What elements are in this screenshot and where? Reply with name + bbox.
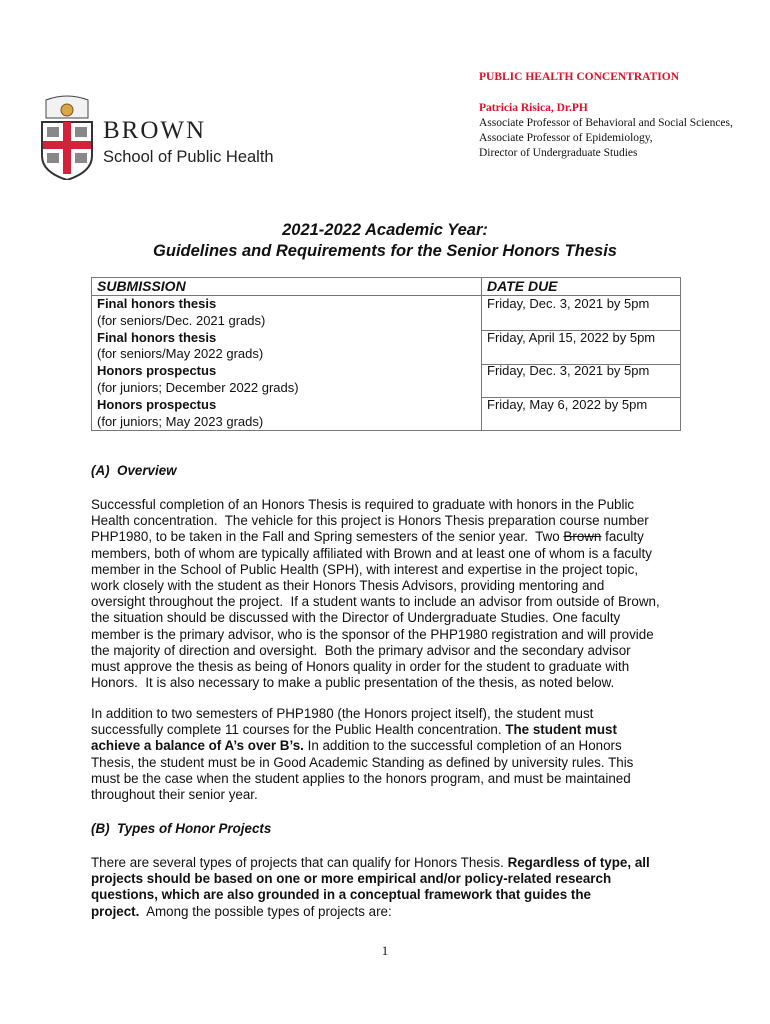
page-number: 1 <box>381 943 389 958</box>
brown-shield-logo <box>40 94 94 185</box>
text: members, both of whom are typically affiliated with Brown and at least one of whom is a faculty <box>91 545 652 561</box>
text-line <box>91 755 633 771</box>
text-line <box>91 675 660 691</box>
text-line <box>91 463 177 479</box>
due-date: Friday, May 6, 2022 by 5pm <box>487 397 648 413</box>
text: must be the case when the student applies to the honors program, and must be maintained <box>91 770 631 786</box>
bold-text: projects should be based on one or more empirical and/or policy-related research <box>91 871 612 887</box>
text: oversight throughout the project. If a student wants to include an advisor from outside of Brown, <box>91 594 660 610</box>
text: successfully complete 11 courses for the Public Health concentration. <box>91 722 506 738</box>
letterhead <box>479 70 733 161</box>
text: Health concentration. The vehicle for this project is Honors Thesis preparation course number <box>91 513 649 529</box>
text-line <box>91 821 271 837</box>
text-line <box>91 497 660 513</box>
text-line <box>91 562 660 578</box>
submission-title: Final honors thesis <box>97 329 217 345</box>
submission-title: Honors prospectus <box>97 363 217 379</box>
text: Honors. It is also necessary to make a public presentation of the thesis, as noted below. <box>91 675 615 691</box>
text: In addition to the successful completion of an Honors <box>303 738 622 754</box>
text-line <box>91 643 660 659</box>
concentration-label: PUBLIC HEALTH CONCENTRATION <box>479 71 680 83</box>
due-date: Friday, April 15, 2022 by 5pm <box>487 329 656 345</box>
text: Among the possible types of projects are: <box>139 903 392 919</box>
text-line <box>91 627 660 643</box>
director-title: Director of Undergraduate Studies <box>479 147 638 159</box>
text: There are several types of projects that can qualify for Honors Thesis. <box>91 855 508 870</box>
text: throughout their senior year. <box>91 787 258 803</box>
submission-note: (for seniors/Dec. 2021 grads) <box>97 312 266 328</box>
deadline-table <box>91 277 681 431</box>
text: member in the School of Public Health (SPH), with interest and expertise in the project topic, <box>91 561 639 577</box>
text-line <box>91 722 633 738</box>
director-title: Associate Professor of Behavioral and Social Sciences, <box>479 117 733 129</box>
section-heading <box>91 821 271 837</box>
text-line <box>91 887 650 903</box>
text-line <box>91 871 650 887</box>
text: work closely with the student as their Honors Thesis Advisors, providing mentoring and <box>91 578 605 594</box>
text-line <box>91 706 633 722</box>
text-line <box>91 771 633 787</box>
submission-title: Final honors thesis <box>97 296 217 311</box>
bold-text: project. <box>91 903 140 919</box>
paragraph <box>91 706 633 803</box>
text-line <box>91 610 660 626</box>
submission-note: (for juniors; May 2023 grads) <box>97 413 264 429</box>
text: In addition to two semesters of PHP1980 (the Honors project itself), the student must <box>91 706 594 721</box>
section-heading <box>91 463 177 479</box>
submission-note: (for seniors/May 2022 grads) <box>97 346 264 362</box>
brown-wordmark: BROWN <box>103 117 207 144</box>
paragraph <box>91 497 660 691</box>
text: must approve the thesis as being of Honors quality in order for the student to graduate with <box>91 659 630 675</box>
text: the majority of direction and oversight. Both the primary advisor and the secondary advisor <box>91 642 631 658</box>
text-line <box>91 855 650 871</box>
title-line: Guidelines and Requirements for the Senior Honors Thesis <box>153 242 617 260</box>
text-line <box>91 513 660 529</box>
school-name: School of Public Health <box>103 148 274 166</box>
submission-title: Honors prospectus <box>97 397 217 413</box>
bold-text: questions, which are also grounded in a conceptual framework that guides the <box>91 887 592 903</box>
struck-text: Brown <box>563 529 602 545</box>
text-line <box>91 529 660 545</box>
bold-text: achieve a balance of A’s over B’s. <box>91 738 304 754</box>
paragraph <box>91 855 650 920</box>
text-line <box>91 578 660 594</box>
text-line <box>91 787 633 803</box>
title-line: 2021-2022 Academic Year: <box>282 221 488 239</box>
text-line <box>91 659 660 675</box>
text: Thesis, the student must be in Good Academic Standing as defined by university rules. This <box>91 754 634 770</box>
header-submission: SUBMISSION <box>97 278 186 294</box>
text-line <box>91 738 633 754</box>
due-date: Friday, Dec. 3, 2021 by 5pm <box>487 296 650 311</box>
bold-text: (A) Overview <box>91 463 177 478</box>
text: member is the primary advisor, who is the sponsor of the PHP1980 registration and will provide <box>91 626 654 642</box>
director-name: Patricia Risica, Dr.PH <box>479 102 588 114</box>
due-date: Friday, Dec. 3, 2021 by 5pm <box>487 363 650 379</box>
header-date-due: DATE DUE <box>487 278 558 294</box>
bold-text: The student must <box>505 722 617 738</box>
bold-text: Regardless of type, all <box>507 855 650 870</box>
bold-text: (B) Types of Honor Projects <box>91 821 272 836</box>
text: PHP1980, to be taken in the Fall and Spring semesters of the senior year. Two <box>91 529 564 545</box>
text-line <box>91 904 650 920</box>
text: the situation should be discussed with the Director of Undergraduate Studies. One faculty <box>91 610 621 626</box>
director-title: Associate Professor of Epidemiology, <box>479 132 653 144</box>
text: Successful completion of an Honors Thesis is required to graduate with honors in the Public <box>91 497 635 512</box>
text-line <box>91 594 660 610</box>
text: faculty <box>601 529 644 545</box>
text-line <box>91 546 660 562</box>
submission-note: (for juniors; December 2022 grads) <box>97 379 299 395</box>
page-title <box>0 220 770 262</box>
